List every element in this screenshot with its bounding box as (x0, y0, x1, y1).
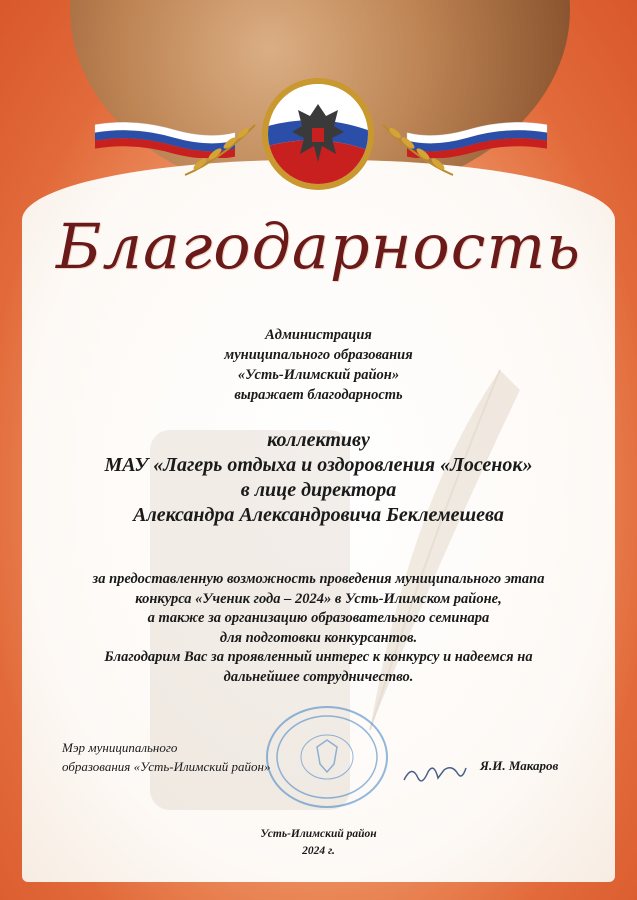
reason-block (0, 570, 637, 687)
coat-of-arms-emblem (258, 74, 378, 194)
admin-line: «Усть-Илимский район» (237, 367, 400, 383)
certificate-title: Благодарность (55, 210, 582, 283)
signatory-name: Я.И. Макаров (480, 758, 559, 773)
laurel-branch-left (180, 120, 260, 180)
admin-line: муниципального образования (224, 347, 413, 363)
reason-line: дальнейшее сотрудничество. (223, 668, 414, 685)
reason-line: Благодарим Вас за проявленный интерес к конкурсу и надеемся на (104, 649, 533, 665)
recipient-line: Александра Александровича Беклемешева (133, 504, 504, 526)
signatory-position (62, 738, 271, 776)
handwritten-signature (400, 760, 470, 790)
recipient-block (0, 428, 637, 528)
reason-line: конкурса «Ученик года – 2024» в Усть-Илимском районе, (135, 590, 502, 607)
reason-line: для подготовки конкурсантов. (219, 629, 418, 646)
footer-block (0, 826, 637, 860)
footer-place: Усть-Илимский район (260, 828, 377, 840)
signatory-position-line: образования «Усть-Илимский район» (62, 759, 271, 774)
laurel-branch-right (378, 120, 458, 180)
reason-line: за предоставленную возможность проведения муниципального этапа (92, 571, 545, 587)
reason-line: а также за организацию образовательного семинара (147, 610, 490, 626)
admin-line: Администрация (265, 327, 372, 343)
admin-line: выражает благодарность (234, 387, 403, 403)
official-stamp (262, 702, 392, 812)
footer-year: 2024 г. (302, 845, 335, 857)
recipient-line: в лице директора (240, 479, 397, 501)
recipient-line: МАУ «Лагерь отдыха и оздоровления «Лосенок» (104, 454, 533, 476)
recipient-line: коллективу (267, 429, 370, 451)
signatory-position-line: Мэр муниципального (62, 740, 178, 755)
administration-block (0, 325, 637, 405)
